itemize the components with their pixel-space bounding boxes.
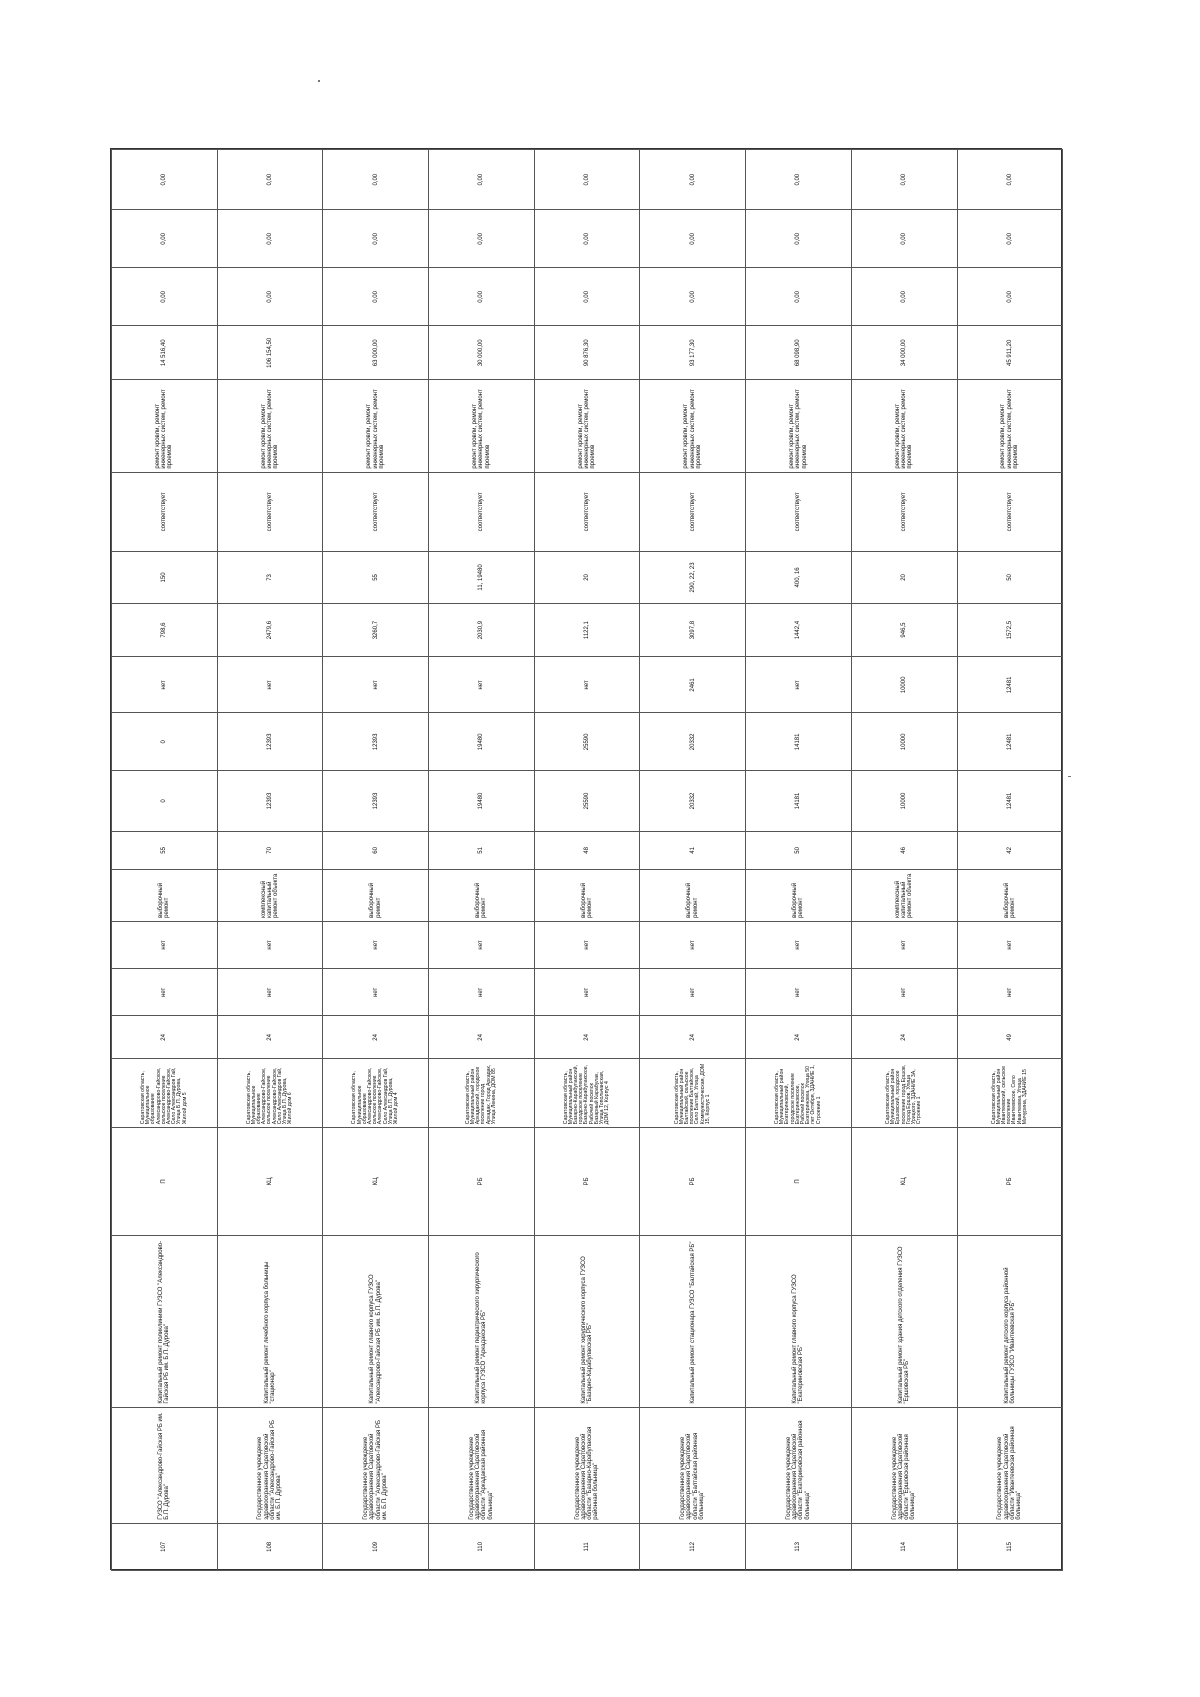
row-number: 112 (640, 1523, 746, 1570)
table-row (746, 150, 852, 1571)
table-row (534, 150, 640, 1571)
tech-state: соответствует (746, 472, 852, 552)
funding-cell: 0,00 (429, 150, 535, 210)
works-list: ремонт кровли, ремонт инженерных систем, ремонт проемов (957, 380, 1063, 472)
building-age: 50 (746, 831, 852, 870)
organization-name: ГУЗСО "Александрово-Гайская РБ им. Б.П. Дурова" (112, 1407, 218, 1523)
value-cell: 14181 (746, 713, 852, 771)
value-cell: 12481 (957, 713, 1063, 771)
works-list: ремонт кровли, ремонт инженерных систем, ремонт проемов (112, 380, 218, 472)
scan-speck (318, 80, 320, 82)
funding-cell: 0,00 (640, 150, 746, 210)
value-cell: 25590 (534, 713, 640, 771)
value-cell: 19480 (429, 771, 535, 831)
funding-cell: 0,00 (957, 150, 1063, 210)
funding-cell: 0,00 (746, 150, 852, 210)
funding-cell: 0,00 (957, 210, 1063, 268)
object-name: Капитальный ремонт стационара ГУЗСО "Балтайская РБ" (640, 1235, 746, 1407)
cost-cell: 68 098,90 (746, 326, 852, 380)
tech-state: соответствует (851, 472, 957, 552)
value-cell: 12393 (323, 771, 429, 831)
building-age: 42 (957, 831, 1063, 870)
building-age: 48 (534, 831, 640, 870)
object-address: Саратовская область, Муниципальный район Ивантеевский, сельское поселение Ивантеевское, Село Ивантеевка, Улица Мичурина, ЗДАНИЕ 15 (957, 1059, 1063, 1128)
row-number: 113 (746, 1523, 852, 1570)
flag-cell: нет (429, 969, 535, 1016)
flag-cell: нет (851, 969, 957, 1016)
value-cell: 12481 (957, 771, 1063, 831)
flag-cell: нет (112, 969, 218, 1016)
works-list: ремонт кровли, ремонт инженерных систем, ремонт проемов (534, 380, 640, 472)
value-cell: 0 (112, 771, 218, 831)
value-cell: 12481 (957, 657, 1063, 713)
rotated-table-wrapper (111, 149, 1063, 1571)
flag-cell: нет (957, 969, 1063, 1016)
value-cell: 10000 (851, 713, 957, 771)
code-cell: 24 (746, 1016, 852, 1059)
value-cell: 12393 (217, 771, 323, 831)
code-cell: 24 (217, 1016, 323, 1059)
funding-cell: 0,00 (534, 210, 640, 268)
flag-cell: нет (323, 921, 429, 968)
funding-cell: 0,00 (534, 150, 640, 210)
object-kind: КЦ (217, 1128, 323, 1235)
row-number: 111 (534, 1523, 640, 1570)
object-kind: РБ (429, 1128, 535, 1235)
funding-cell: 0,00 (217, 210, 323, 268)
capacity-cell: 400, 16 (746, 552, 852, 604)
area-cell: 3097,8 (640, 603, 746, 657)
value-cell: 14181 (746, 771, 852, 831)
flag-cell: нет (429, 921, 535, 968)
funding-cell: 0,00 (323, 268, 429, 326)
object-kind: П (746, 1128, 852, 1235)
object-name: Капитальный ремонт главного корпуса ГУЗСО "Екатериновская РБ" (746, 1235, 852, 1407)
repair-type: выборочный ремонт (640, 870, 746, 922)
funding-cell: 0,00 (217, 268, 323, 326)
value-cell: 2461 (640, 657, 746, 713)
building-age: 51 (429, 831, 535, 870)
works-list: ремонт кровли, ремонт инженерных систем, ремонт проемов (746, 380, 852, 472)
cost-cell: 93 177,30 (640, 326, 746, 380)
funding-cell: 0,00 (323, 210, 429, 268)
capacity-cell: 73 (217, 552, 323, 604)
funding-cell: 0,00 (746, 210, 852, 268)
table-row (112, 150, 218, 1571)
cost-cell: 14 516,40 (112, 326, 218, 380)
table-row (851, 150, 957, 1571)
object-name: Капитальный ремонт хирургического корпуса ГУЗСО "Базарно-Карабулакская РБ" (534, 1235, 640, 1407)
row-number: 109 (323, 1523, 429, 1570)
value-cell: 12393 (217, 713, 323, 771)
funding-cell: 0,00 (640, 268, 746, 326)
object-kind: П (112, 1128, 218, 1235)
object-name: Капитальный ремонт детского корпуса районной больницы ГУЗСО "Ивантеевская РБ" (957, 1235, 1063, 1407)
organization-name: Государственное учреждение здравоохранения Саратовской области "Ершовская районная больница" (851, 1407, 957, 1523)
funding-cell: 0,00 (323, 150, 429, 210)
building-age: 60 (323, 831, 429, 870)
works-list: ремонт кровли, ремонт инженерных систем, ремонт проемов (640, 380, 746, 472)
funding-cell: 0,00 (429, 210, 535, 268)
flag-cell: нет (640, 921, 746, 968)
code-cell: 24 (429, 1016, 535, 1059)
repair-type: выборочный ремонт (746, 870, 852, 922)
row-number: 107 (112, 1523, 218, 1570)
funding-cell: 0,00 (534, 268, 640, 326)
flag-cell: нет (957, 921, 1063, 968)
cost-cell: 63 000,00 (323, 326, 429, 380)
value-cell: нет (112, 657, 218, 713)
row-number: 110 (429, 1523, 535, 1570)
object-address: Саратовская область, Муниципальное образование Александрово-Гайское, сельское поселение Александрово-Гайское, Село Александров Гай, Улица Б.П. Дурова, Жилой дом 5 (112, 1059, 218, 1128)
object-kind: КЦ (851, 1128, 957, 1235)
value-cell: 10000 (851, 657, 957, 713)
flag-cell: нет (640, 969, 746, 1016)
value-cell: нет (429, 657, 535, 713)
funding-cell: 0,00 (957, 268, 1063, 326)
object-kind: КЦ (323, 1128, 429, 1235)
capacity-cell: 50 (957, 552, 1063, 604)
tech-state: соответствует (217, 472, 323, 552)
building-age: 46 (851, 831, 957, 870)
repair-type: выборочный ремонт (112, 870, 218, 922)
value-cell: нет (746, 657, 852, 713)
object-address: Саратовская область, Муниципальный район Ершовский, городское поселение город Ершов, Город Ершов, Улица Урицкого, ЗДАНИЕ 3А, Строение 1 (851, 1059, 957, 1128)
code-cell: 24 (534, 1016, 640, 1059)
capacity-cell: 20 (851, 552, 957, 604)
flag-cell: нет (534, 969, 640, 1016)
cost-cell: 45 911,20 (957, 326, 1063, 380)
repair-type: комплексный капитальный ремонт объекта (851, 870, 957, 922)
object-kind: РБ (534, 1128, 640, 1235)
organization-name: Государственное учреждение здравоохранения Саратовской области "Аркадакская районная больница" (429, 1407, 535, 1523)
value-cell: нет (217, 657, 323, 713)
area-cell: 946,5 (851, 603, 957, 657)
organization-name: Государственное учреждение здравоохранения Саратовской области "Базарно-Карабулакская районная больница" (534, 1407, 640, 1523)
repair-type: выборочный ремонт (323, 870, 429, 922)
tech-state: соответствует (957, 472, 1063, 552)
area-cell: 1572,5 (957, 603, 1063, 657)
tech-state: соответствует (429, 472, 535, 552)
value-cell: 25590 (534, 771, 640, 831)
scan-speck (1068, 776, 1071, 777)
funding-cell: 0,00 (112, 268, 218, 326)
object-address: Саратовская область, Муниципальный район Базарно-Карабулакский, городское поселение Базарно-Карабулакское, Рабочий поселок Базарный Карабулак, Улица Топольчанская, ДОМ 12, Корпус 4 (534, 1059, 640, 1128)
object-kind: РБ (640, 1128, 746, 1235)
organization-name: Государственное учреждение здравоохранения Саратовской области "Балтайская районная больница" (640, 1407, 746, 1523)
organization-name: Государственное учреждение здравоохранения Саратовской области "Екатериновская районная больница" (746, 1407, 852, 1523)
tech-state: соответствует (534, 472, 640, 552)
object-name: Капитальный ремонт поликлиники ГУЗСО "Александрово-Гайская РБ им. Б.П. Дурова" (112, 1235, 218, 1407)
organization-name: Государственное учреждение здравоохранения Саратовской области "Александрово-Гайская РБ им. Б.П. Дурова" (323, 1407, 429, 1523)
cost-cell: 30 000,00 (429, 326, 535, 380)
funding-cell: 0,00 (112, 210, 218, 268)
value-cell: 20332 (640, 713, 746, 771)
flag-cell: нет (217, 921, 323, 968)
flag-cell: нет (217, 969, 323, 1016)
row-number: 114 (851, 1523, 957, 1570)
code-cell: 49 (957, 1016, 1063, 1059)
organization-name: Государственное учреждение здравоохранения Саратовской области "Александрово-Гайская РБ им. Б.П. Дурова" (217, 1407, 323, 1523)
object-address: Саратовская область, Муниципальное образование Александрово-Гайское, сельское поселение Александрово-Гайское, Село Александров Гай, Улица Б.П. Дурова, Жилой дом 6 (217, 1059, 323, 1128)
capacity-cell: 20 (534, 552, 640, 604)
value-cell: нет (534, 657, 640, 713)
code-cell: 24 (323, 1016, 429, 1059)
funding-cell: 0,00 (112, 150, 218, 210)
funding-cell: 0,00 (746, 268, 852, 326)
works-list: ремонт кровли, ремонт инженерных систем, ремонт проемов (851, 380, 957, 472)
flag-cell: нет (323, 969, 429, 1016)
area-cell: 798,6 (112, 603, 218, 657)
row-number: 115 (957, 1523, 1063, 1570)
object-name: Капитальный ремонт лечебного корпуса больницы "стационар" (217, 1235, 323, 1407)
area-cell: 1122,1 (534, 603, 640, 657)
repair-type: выборочный ремонт (534, 870, 640, 922)
tech-state: соответствует (640, 472, 746, 552)
funding-cell: 0,00 (429, 268, 535, 326)
organization-name: Государственное учреждение здравоохранения Саратовской области "Ивантеевская районная больница" (957, 1407, 1063, 1523)
repair-objects-table (111, 149, 1063, 1571)
works-list: ремонт кровли, ремонт инженерных систем, ремонт проемов (429, 380, 535, 472)
flag-cell: нет (112, 921, 218, 968)
capacity-cell: 150 (112, 552, 218, 604)
table-row (429, 150, 535, 1571)
flag-cell: нет (746, 921, 852, 968)
funding-cell: 0,00 (851, 210, 957, 268)
works-list: ремонт кровли, ремонт инженерных систем, ремонт проемов (323, 380, 429, 472)
repair-type: выборочный ремонт (957, 870, 1063, 922)
table-row (957, 150, 1063, 1571)
value-cell: 19480 (429, 713, 535, 771)
object-address: Саратовская область, Муниципальный район Екатериновский, городское поселение Екатериновское, Рабочий поселок Екатериновка, Улица 50 лет Октября, ЗДАНИЕ 1, Строение 1 (746, 1059, 852, 1128)
code-cell: 24 (640, 1016, 746, 1059)
object-address: Саратовская область, Муниципальный район Балтайский, сельское поселение Балтайское, Село Балтай, Улица Коммунистическая, ДОМ 15, Корпус 1 (640, 1059, 746, 1128)
area-cell: 1442,4 (746, 603, 852, 657)
object-name: Капитальный ремонт здания детского отделения ГУЗСО "Ершовская РБ" (851, 1235, 957, 1407)
table-row (323, 150, 429, 1571)
flag-cell: нет (851, 921, 957, 968)
area-cell: 2479,6 (217, 603, 323, 657)
tech-state: соответствует (323, 472, 429, 552)
works-list: ремонт кровли, ремонт инженерных систем, ремонт проемов (217, 380, 323, 472)
table-row (640, 150, 746, 1571)
value-cell: 20332 (640, 771, 746, 831)
repair-type: выборочный ремонт (429, 870, 535, 922)
flag-cell: нет (746, 969, 852, 1016)
object-name: Капитальный ремонт главного корпуса ГУЗСО "Александрово-Гайская РБ им. Б.П. Дурова" (323, 1235, 429, 1407)
code-cell: 24 (112, 1016, 218, 1059)
funding-cell: 0,00 (851, 268, 957, 326)
object-kind: РБ (957, 1128, 1063, 1235)
building-age: 70 (217, 831, 323, 870)
repair-type: комплексный капитальный ремонт объекта (217, 870, 323, 922)
row-number: 108 (217, 1523, 323, 1570)
area-cell: 3260,7 (323, 603, 429, 657)
object-name: Капитальный ремонт педиатрического хирургического корпуса ГУЗСО "Аркадакская РБ" (429, 1235, 535, 1407)
object-address: Саратовская область, Муниципальный район Аркадакский, городское поселение город Аркадак, Город Аркадак, Улица Ленина, ДОМ 85 (429, 1059, 535, 1128)
funding-cell: 0,00 (217, 150, 323, 210)
value-cell: 10000 (851, 771, 957, 831)
value-cell: 12393 (323, 713, 429, 771)
table-row (217, 150, 323, 1571)
capacity-cell: 290, 22, 23 (640, 552, 746, 604)
funding-cell: 0,00 (640, 210, 746, 268)
tech-state: соответствует (112, 472, 218, 552)
cost-cell: 90 876,30 (534, 326, 640, 380)
capacity-cell: 11, 19480 (429, 552, 535, 604)
object-address: Саратовская область, Муниципальное образование Александрово-Гайское, сельское поселение Александрово-Гайское, Село Александров Гай, Улица Б.П. Дурова, Жилой дом 4 (323, 1059, 429, 1128)
capacity-cell: 55 (323, 552, 429, 604)
code-cell: 24 (851, 1016, 957, 1059)
cost-cell: 106 154,50 (217, 326, 323, 380)
flag-cell: нет (534, 921, 640, 968)
area-cell: 2030,9 (429, 603, 535, 657)
document-table-area (110, 148, 1062, 1570)
building-age: 55 (112, 831, 218, 870)
cost-cell: 34 000,00 (851, 326, 957, 380)
value-cell: нет (323, 657, 429, 713)
funding-cell: 0,00 (851, 150, 957, 210)
value-cell: 0 (112, 713, 218, 771)
building-age: 41 (640, 831, 746, 870)
